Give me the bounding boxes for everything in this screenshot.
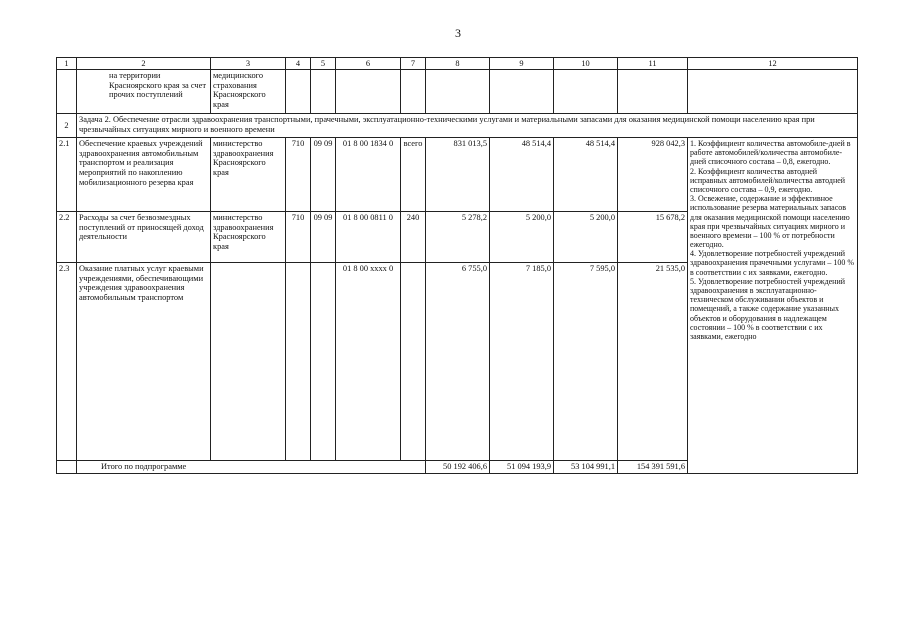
task-title: Задача 2. Обеспечение отрасли здравоохранения транспортными, прачечными, эксплуатационно-техническими услугами и материальными запасами для оказания медицинской помощи населению края при чрезвычайных ситуациях мирного и военного времени <box>77 114 858 138</box>
task-row <box>57 114 858 138</box>
indicator-item: 2. Коэффициент количества автодней исправных автомобилей/количества автодней списочного состава – 0,9, ежегодно. <box>690 166 846 194</box>
header-cell: 6 <box>336 58 401 70</box>
indicator-item: 5. Удовлетворение потребностей учреждений здравоохранения в эксплуатационно-техническом обслуживании объектов и помещений, а также содержание указанных объектов и оборудования в надлежащем состоянии – 100 % в соответствии с их заявками, ежегодно <box>690 276 846 341</box>
indicator-item: 1. Коэффициент количества автомобиле-дней в работе автомобилей/количества автомобиле-дней списочного состава – 0,8, ежегодно. <box>690 139 851 167</box>
row-c9: 5 200,0 <box>490 212 554 263</box>
row-c11: 15 678,2 <box>618 212 688 263</box>
header-cell: 4 <box>286 58 311 70</box>
row-name: Обеспечение краевых учреждений здравоохранения автомобильным транспортом и реализация мероприятий по накоплению мобилизационного резерва края <box>77 138 211 212</box>
row-c11: 928 042,3 <box>618 138 688 212</box>
row-number: 2.1 <box>57 138 77 212</box>
header-cell: 1 <box>57 58 77 70</box>
header-cell: 9 <box>490 58 554 70</box>
header-cell: 2 <box>77 58 211 70</box>
row-c8: 6 755,0 <box>426 263 490 461</box>
table-row <box>57 138 858 212</box>
row-c5 <box>311 263 336 461</box>
row-c6: 01 8 00 1834 0 <box>336 138 401 212</box>
row-number: 2.3 <box>57 263 77 461</box>
row-c6: 01 8 00 0811 0 <box>336 212 401 263</box>
header-cell: 8 <box>426 58 490 70</box>
total-c9: 51 094 193,9 <box>490 461 554 474</box>
total-c8: 50 192 406,6 <box>426 461 490 474</box>
row-c6: 01 8 00 хххх 0 <box>336 263 401 461</box>
row-c7: всего <box>401 138 426 212</box>
total-label: Итого по подпрограмме <box>77 461 426 474</box>
header-cell: 5 <box>311 58 336 70</box>
subprogram-table <box>56 57 858 474</box>
header-cell: 10 <box>554 58 618 70</box>
row-c4: 710 <box>286 212 311 263</box>
row-grbs: министерство здравоохранения Красноярского края <box>211 138 286 212</box>
indicator-item: 4. Удовлетворение потребностей учреждений здравоохранения прачечными услугами – 100 % в соответствии с их заявками, ежегодно. <box>690 249 855 277</box>
row-number: 2.2 <box>57 212 77 263</box>
row-name: Расходы за счет безвозмездных поступлений от приносящей доход деятельности <box>77 212 211 263</box>
header-row <box>57 58 858 70</box>
total-c11: 154 391 591,6 <box>618 461 688 474</box>
row-c7 <box>401 263 426 461</box>
row-c11: 21 535,0 <box>618 263 688 461</box>
row-c9: 48 514,4 <box>490 138 554 212</box>
indicators-cell <box>688 138 858 474</box>
row-c10: 5 200,0 <box>554 212 618 263</box>
header-cell: 7 <box>401 58 426 70</box>
task-number: 2 <box>57 114 77 138</box>
row-c4: 710 <box>286 138 311 212</box>
total-c10: 53 104 991,1 <box>554 461 618 474</box>
header-cell: 3 <box>211 58 286 70</box>
row-grbs: министерство здравоохранения Красноярского края <box>211 212 286 263</box>
row-name: Оказание платных услуг краевыми учреждениями, обеспечивающими учреждения здравоохранения автомобильным транспортом <box>77 263 211 461</box>
row-c10: 48 514,4 <box>554 138 618 212</box>
continuation-grbs: медицинского страхования Красноярского края <box>211 70 286 114</box>
indicator-item: 3. Освежение, содержание и эффективное использование резерва материальных запасов для оказания медицинской помощи населению края при чрезвычайных ситуациях мирного и военного времени – 100 % от потребности ежегодно. <box>690 194 850 250</box>
row-c8: 5 278,2 <box>426 212 490 263</box>
continuation-name: на территории Красноярского края за счет прочих поступлений <box>77 70 211 114</box>
page-number: 3 <box>455 26 461 40</box>
continuation-row <box>57 70 858 114</box>
row-c8: 831 013,5 <box>426 138 490 212</box>
row-grbs <box>211 263 286 461</box>
header-cell: 12 <box>688 58 858 70</box>
row-c9: 7 185,0 <box>490 263 554 461</box>
row-c5: 09 09 <box>311 212 336 263</box>
row-c7: 240 <box>401 212 426 263</box>
header-cell: 11 <box>618 58 688 70</box>
row-c10: 7 595,0 <box>554 263 618 461</box>
row-c5: 09 09 <box>311 138 336 212</box>
row-c4 <box>286 263 311 461</box>
